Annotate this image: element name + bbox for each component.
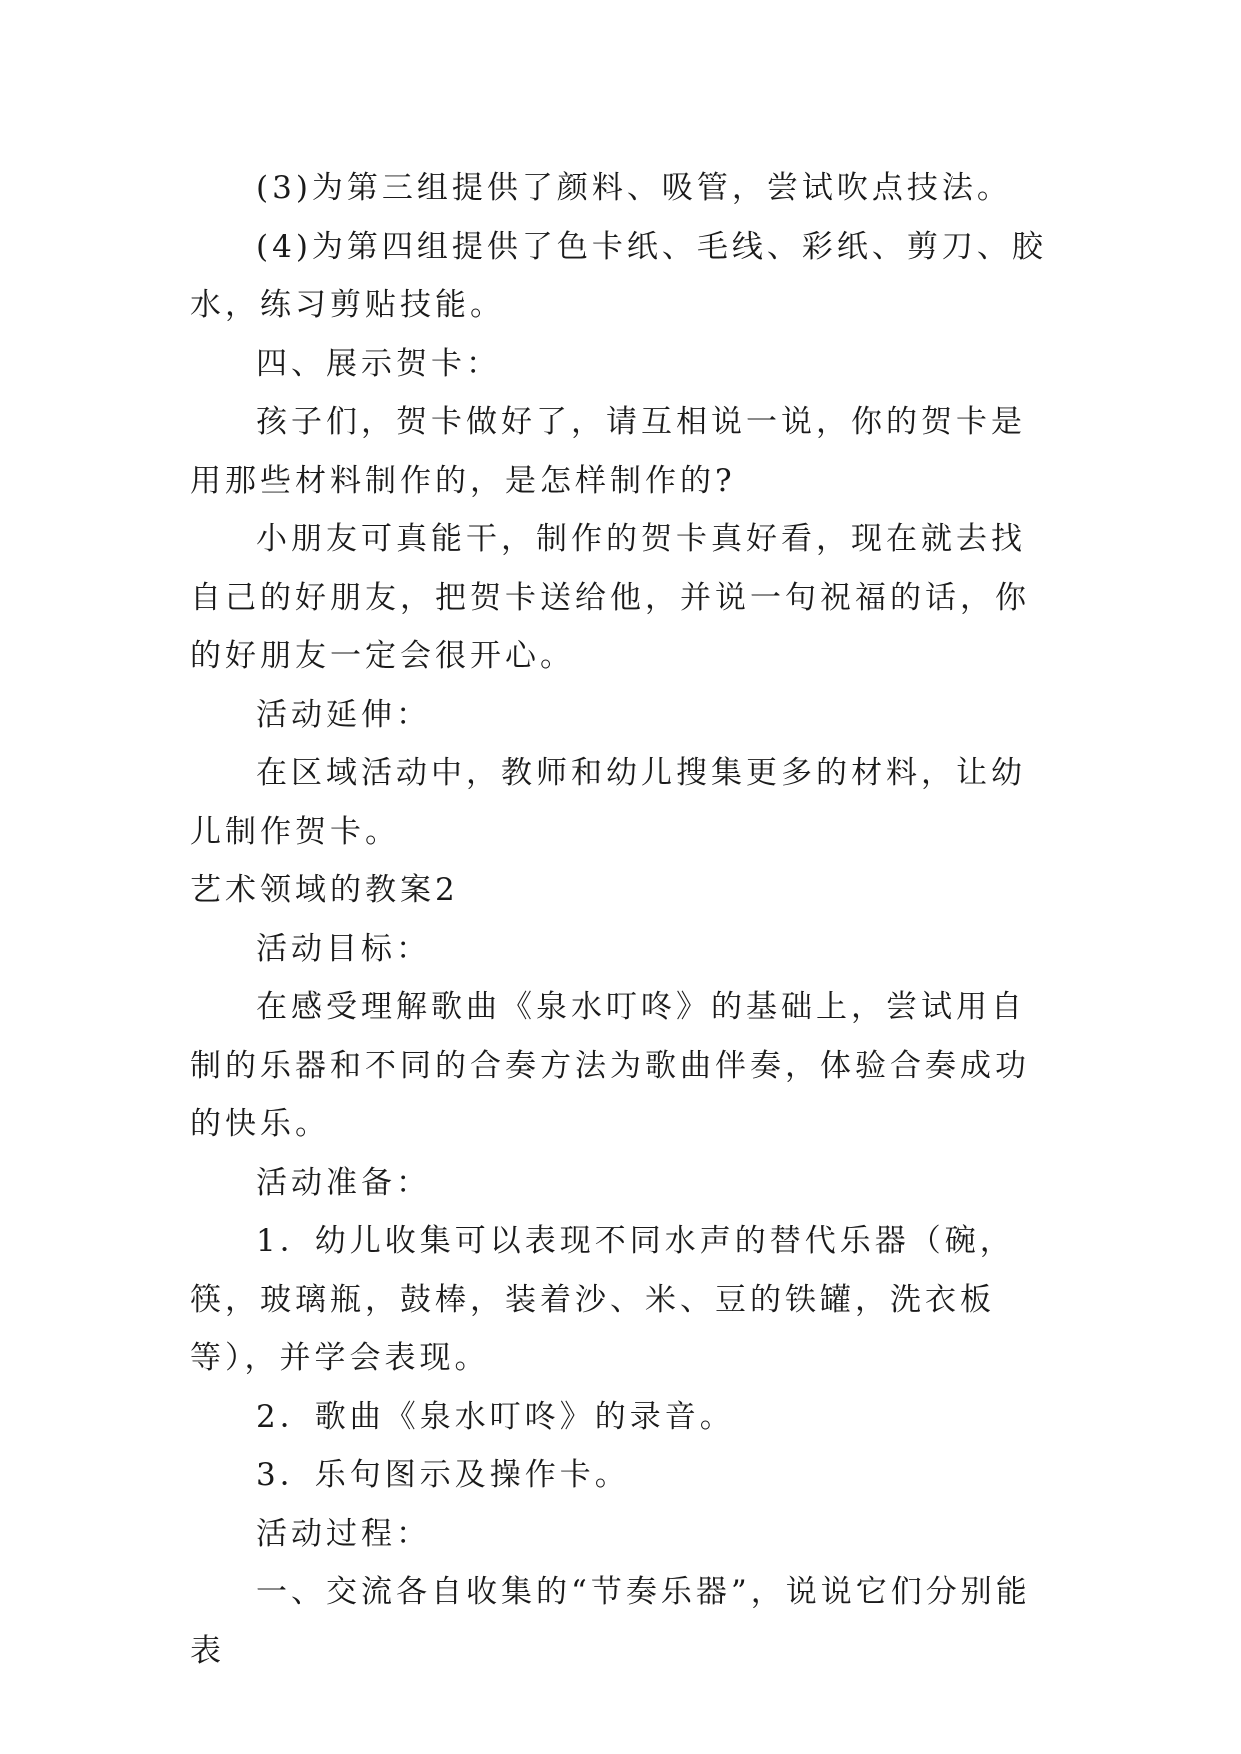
paragraph-extension: 在区域活动中，教师和幼儿搜集更多的材料，让幼儿制作贺卡。 (190, 755, 1026, 850)
section-heading-show-cards: 四、展示贺卡： (256, 345, 501, 382)
paragraph-prep-1: 1．幼儿收集可以表现不同水声的替代乐器（碗，筷，玻璃瓶，鼓棒，装着沙、米、豆的铁罐，洗衣板等），并学会表现。 (190, 1223, 1015, 1376)
paragraph-group3-materials: (3)为第三组提供了颜料、吸管，尝试吹点技法。 (256, 170, 1012, 206)
paragraph-give-cards: 小朋友可真能干，制作的贺卡真好看，现在就去找自己的好朋友，把贺卡送给他，并说一句祝福的话，你的好朋友一定会很开心。 (190, 521, 1030, 674)
document-body (190, 159, 1050, 1680)
lesson-title-2: 艺术领域的教案2 (190, 872, 459, 908)
paragraph-process-1: 一、交流各自收集的“节奏乐器”，说说它们分别能表 (190, 1574, 1031, 1669)
section-heading-extension: 活动延伸： (256, 696, 431, 733)
paragraph-group4-materials: (4)为第四组提供了色卡纸、毛线、彩纸、剪刀、胶水，练习剪贴技能。 (190, 228, 1047, 323)
paragraph-prep-3: 3．乐句图示及操作卡。 (256, 1457, 630, 1493)
section-heading-goals: 活动目标： (256, 930, 431, 967)
section-heading-preparation: 活动准备： (256, 1164, 431, 1201)
paragraph-prep-2: 2．歌曲《泉水叮咚》的录音。 (256, 1398, 735, 1435)
paragraph-goals: 在感受理解歌曲《泉水叮咚》的基础上，尝试用自制的乐器和不同的合奏方法为歌曲伴奏，体验合奏成功的快乐。 (190, 989, 1030, 1142)
section-heading-process: 活动过程： (256, 1515, 431, 1552)
paragraph-discuss-cards: 孩子们，贺卡做好了，请互相说一说，你的贺卡是用那些材料制作的，是怎样制作的? (190, 404, 1026, 499)
